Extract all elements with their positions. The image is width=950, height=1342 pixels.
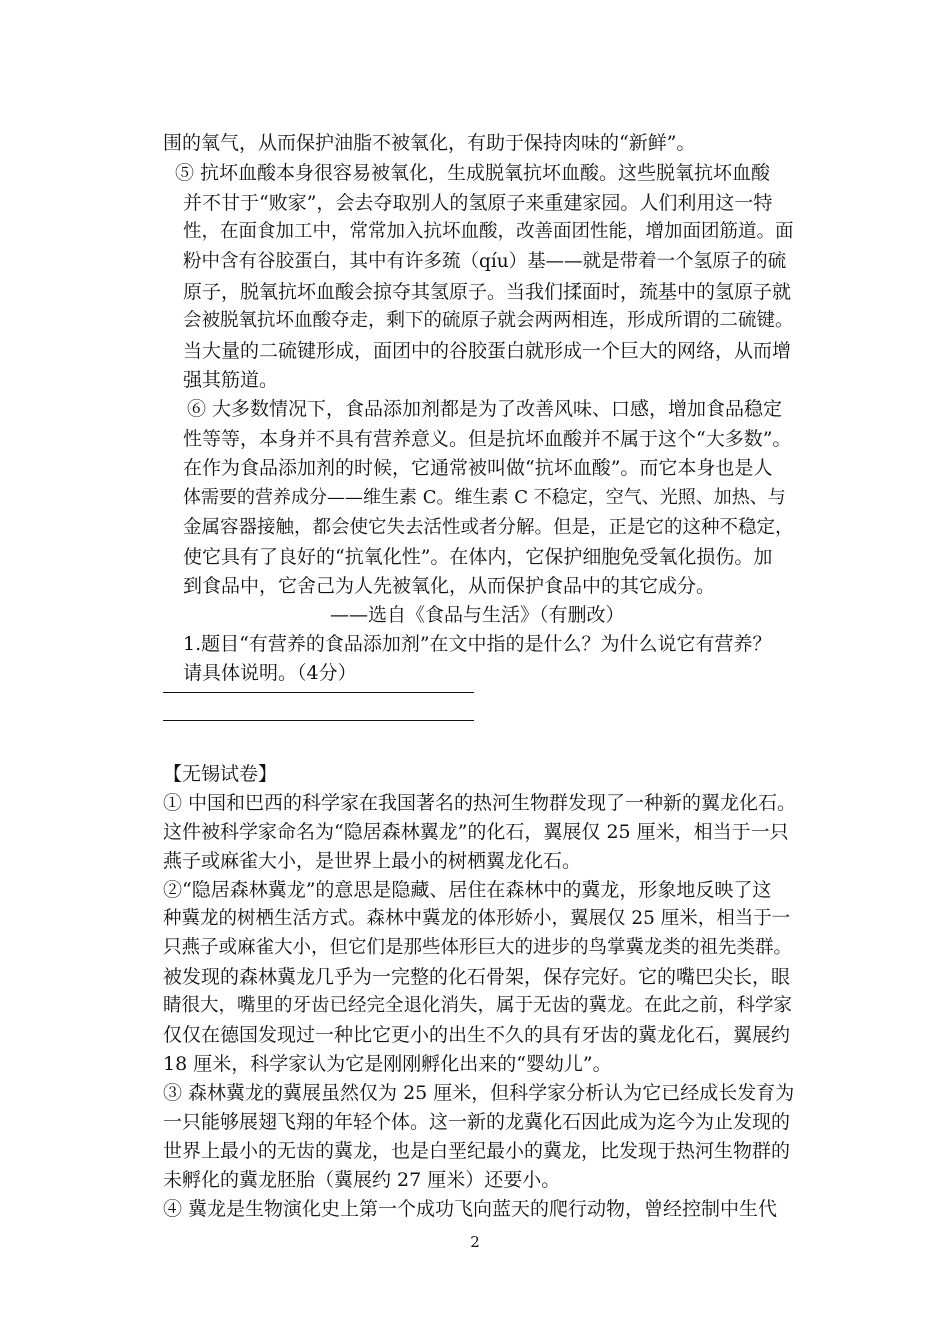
text-line: 当大量的二硫键形成，面团中的谷胶蛋白就形成一个巨大的网络，从而增 bbox=[183, 340, 792, 362]
text-line: ③ 森林冀龙的冀展虽然仅为 25 厘米，但科学家分析认为它已经成长发育为 bbox=[163, 1082, 795, 1104]
question-text: 1.题目“有营养的食品添加剂”在文中指的是什么？为什么说它有营养？ bbox=[183, 633, 772, 655]
text-line: 睛很大，嘴里的牙齿已经完全退化消失，属于无齿的冀龙。在此之前，科学家 bbox=[163, 995, 793, 1016]
text-line: 一只能够展翅飞翔的年轻个体。这一新的龙冀化石因此成为迄今为止发现的 bbox=[163, 1111, 791, 1133]
text-line: 到食品中，它舍己为人先被氧化，从而保护食品中的其它成分。 bbox=[183, 575, 716, 597]
text-line: 世界上最小的无齿的冀龙，也是白垩纪最小的冀龙，比发现于热河生物群的 bbox=[163, 1140, 791, 1162]
text-line: ① 中国和巴西的科学家在我国著名的热河生物群发现了一种新的翼龙化石。 bbox=[163, 792, 797, 814]
text-line: 性等等，本身并不具有营养意义。但是抗坏血酸并不属于这个“大多数”。 bbox=[183, 428, 792, 450]
section-heading: 【无锡试卷】 bbox=[163, 763, 278, 785]
text-line: 只燕子或麻雀大小，但它们是那些体形巨大的进步的鸟掌冀龙类的祖先类群。 bbox=[163, 937, 793, 958]
text-line: 并不甘于“败家”，会去夺取别人的氢原子来重建家园。人们利用这一特 bbox=[183, 192, 773, 214]
text-line: 未孵化的冀龙胚胎（冀展约 27 厘米）还要小。 bbox=[163, 1169, 561, 1191]
text-line: 性，在面食加工中，常常加入抗坏血酸，改善面团性能，增加面团筋道。面 bbox=[183, 221, 794, 242]
text-line: ⑥ 大多数情况下，食品添加剂都是为了改善风味、口感，增加食品稳定 bbox=[187, 398, 783, 420]
answer-line[interactable] bbox=[163, 692, 474, 693]
text-line: 会被脱氧抗坏血酸夺走，剩下的硫原子就会两两相连，形成所谓的二硫键。 bbox=[183, 310, 794, 331]
text-line: 种冀龙的树栖生活方式。森林中冀龙的体形娇小，翼展仅 25 厘米，相当于一 bbox=[163, 908, 791, 929]
text-line: 体需要的营养成分——维生素 C。维生素 C 不稳定，空气、光照、加热、与 bbox=[183, 487, 786, 508]
page-number: 2 bbox=[470, 1233, 480, 1251]
text-line: 仅仅在德国发现过一种比它更小的出生不久的具有牙齿的冀龙化石，翼展约 bbox=[163, 1024, 791, 1046]
text-line: 围的氧气，从而保护油脂不被氧化，有助于保持肉味的“新鲜”。 bbox=[163, 132, 696, 154]
text-line: 原子，脱氧抗坏血酸会掠夺其氢原子。当我们揉面时，巯基中的氢原子就 bbox=[183, 281, 792, 303]
answer-line[interactable] bbox=[163, 720, 474, 721]
text-line: ⑤ 抗坏血酸本身很容易被氧化，生成脱氧抗坏血酸。这些脱氧抗坏血酸 bbox=[175, 162, 771, 184]
text-line: 粉中含有谷胶蛋白，其中有许多巯（qíu）基——就是带着一个氢原子的硫 bbox=[183, 251, 787, 272]
text-line: 强其筋道。 bbox=[183, 369, 279, 391]
source-citation: ——选自《食品与生活》（有删改） bbox=[330, 604, 625, 626]
text-line: 使它具有了良好的“抗氧化性”。在体内，它保护细胞免受氧化损伤。加 bbox=[183, 546, 773, 568]
text-line: 这件被科学家命名为“隐居森林翼龙”的化石，翼展仅 25 厘米，相当于一只 bbox=[163, 821, 789, 843]
text-line: 被发现的森林冀龙几乎为一完整的化石骨架，保存完好。它的嘴巴尖长，眼 bbox=[163, 966, 791, 988]
text-line: ④ 冀龙是生物演化史上第一个成功飞向蓝天的爬行动物，曾经控制中生代 bbox=[163, 1198, 778, 1220]
text-line: 燕子或麻雀大小，是世界上最小的树栖翼龙化石。 bbox=[163, 850, 582, 872]
text-line: ②“隐居森林冀龙”的意思是隐藏、居住在森林中的冀龙，形象地反映了这 bbox=[163, 879, 772, 901]
text-line: 在作为食品添加剂的时候，它通常被叫做“抗坏血酸”。而它本身也是人 bbox=[183, 457, 773, 479]
text-line: 18 厘米，科学家认为它是刚刚孵化出来的“婴幼儿”。 bbox=[163, 1053, 612, 1075]
text-line: 金属容器接触，都会使它失去活性或者分解。但是，正是它的这种不稳定， bbox=[183, 517, 794, 538]
question-text: 请具体说明。（4分） bbox=[183, 662, 357, 684]
